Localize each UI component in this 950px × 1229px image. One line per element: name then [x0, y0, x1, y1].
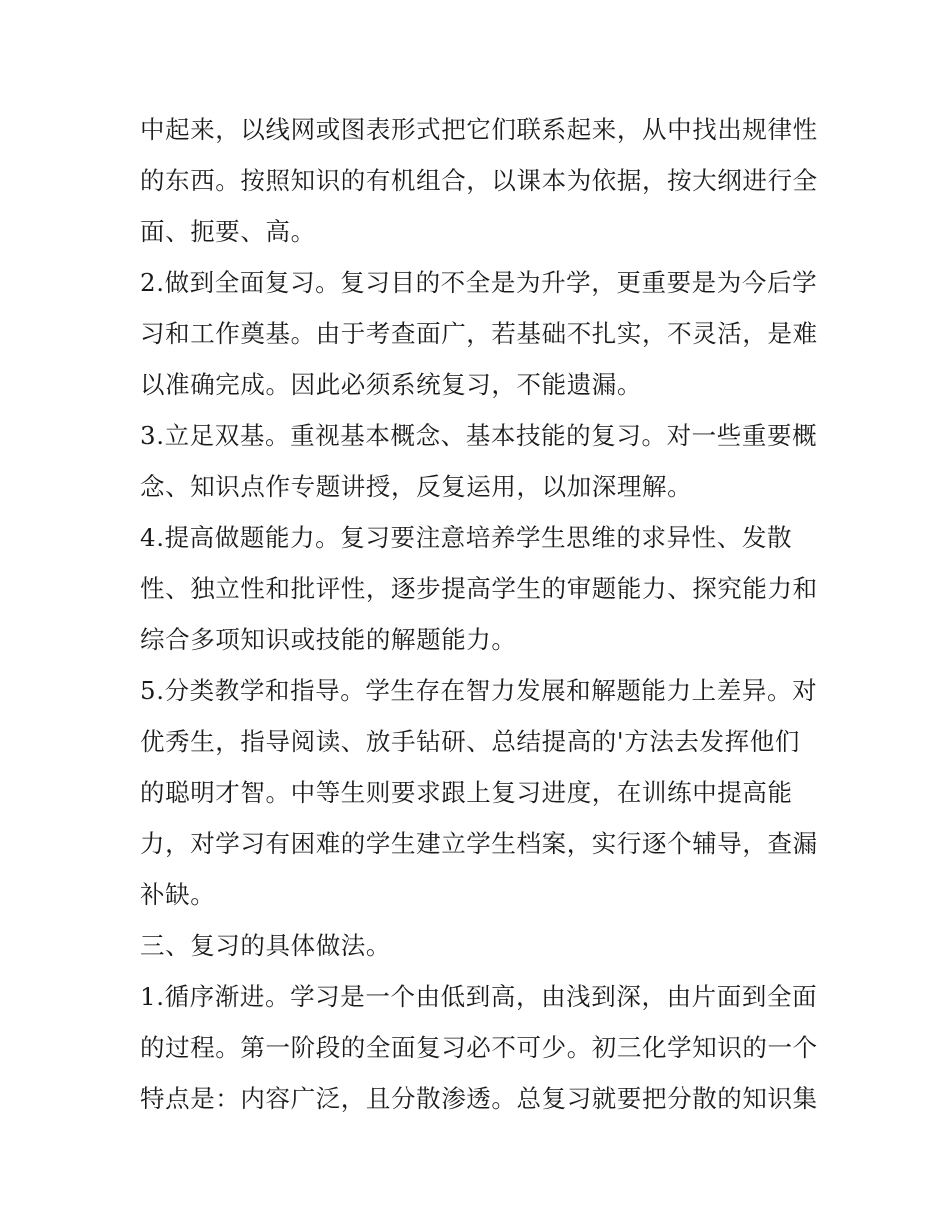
text-line: 念、知识点作专题讲授，反复运用，以加深理解。 [140, 472, 693, 501]
text-line: 习和工作奠基。由于考查面广，若基础不扎实，不灵活，是难 [140, 319, 818, 348]
text-line: 2.做到全面复习。复习目的不全是为升学，更重要是为今后学 [140, 268, 818, 297]
text-line: 力，对学习有困难的学生建立学生档案，实行逐个辅导，查漏 [140, 829, 818, 858]
text-line: 的过程。第一阶段的全面复习必不可少。初三化学知识的一个 [140, 1033, 818, 1062]
text-line: 面、扼要、高。 [140, 217, 316, 246]
text-line: 补缺。 [140, 880, 216, 909]
text-line: 中起来，以线网或图表形式把它们联系起来，从中找出规律性 [140, 115, 818, 144]
text-line: 3.立足双基。重视基本概念、基本技能的复习。对一些重要概 [140, 421, 818, 450]
section-heading: 三、复习的具体做法。 [140, 931, 391, 960]
text-line: 的聪明才智。中等生则要求跟上复习进度，在训练中提高能 [140, 778, 793, 807]
text-line: 特点是：内容广泛，且分散渗透。总复习就要把分散的知识集 [140, 1084, 818, 1113]
text-line: 1.循序渐进。学习是一个由低到高，由浅到深，由片面到全面 [140, 982, 818, 1011]
document-body [140, 104, 820, 1124]
text-line: 综合多项知识或技能的解题能力。 [140, 625, 517, 654]
text-line: 5.分类教学和指导。学生存在智力发展和解题能力上差异。对 [140, 676, 818, 705]
text-line: 优秀生，指导阅读、放手钻研、总结提高的'方法去发挥他们 [140, 727, 800, 756]
text-line: 4.提高做题能力。复习要注意培养学生思维的求异性、发散 [140, 523, 793, 552]
text-line: 以准确完成。因此必须系统复习，不能遗漏。 [140, 370, 642, 399]
text-line: 性、独立性和批评性，逐步提高学生的审题能力、探究能力和 [140, 574, 818, 603]
text-line: 的东西。按照知识的有机组合，以课本为依据，按大纲进行全 [140, 166, 818, 195]
